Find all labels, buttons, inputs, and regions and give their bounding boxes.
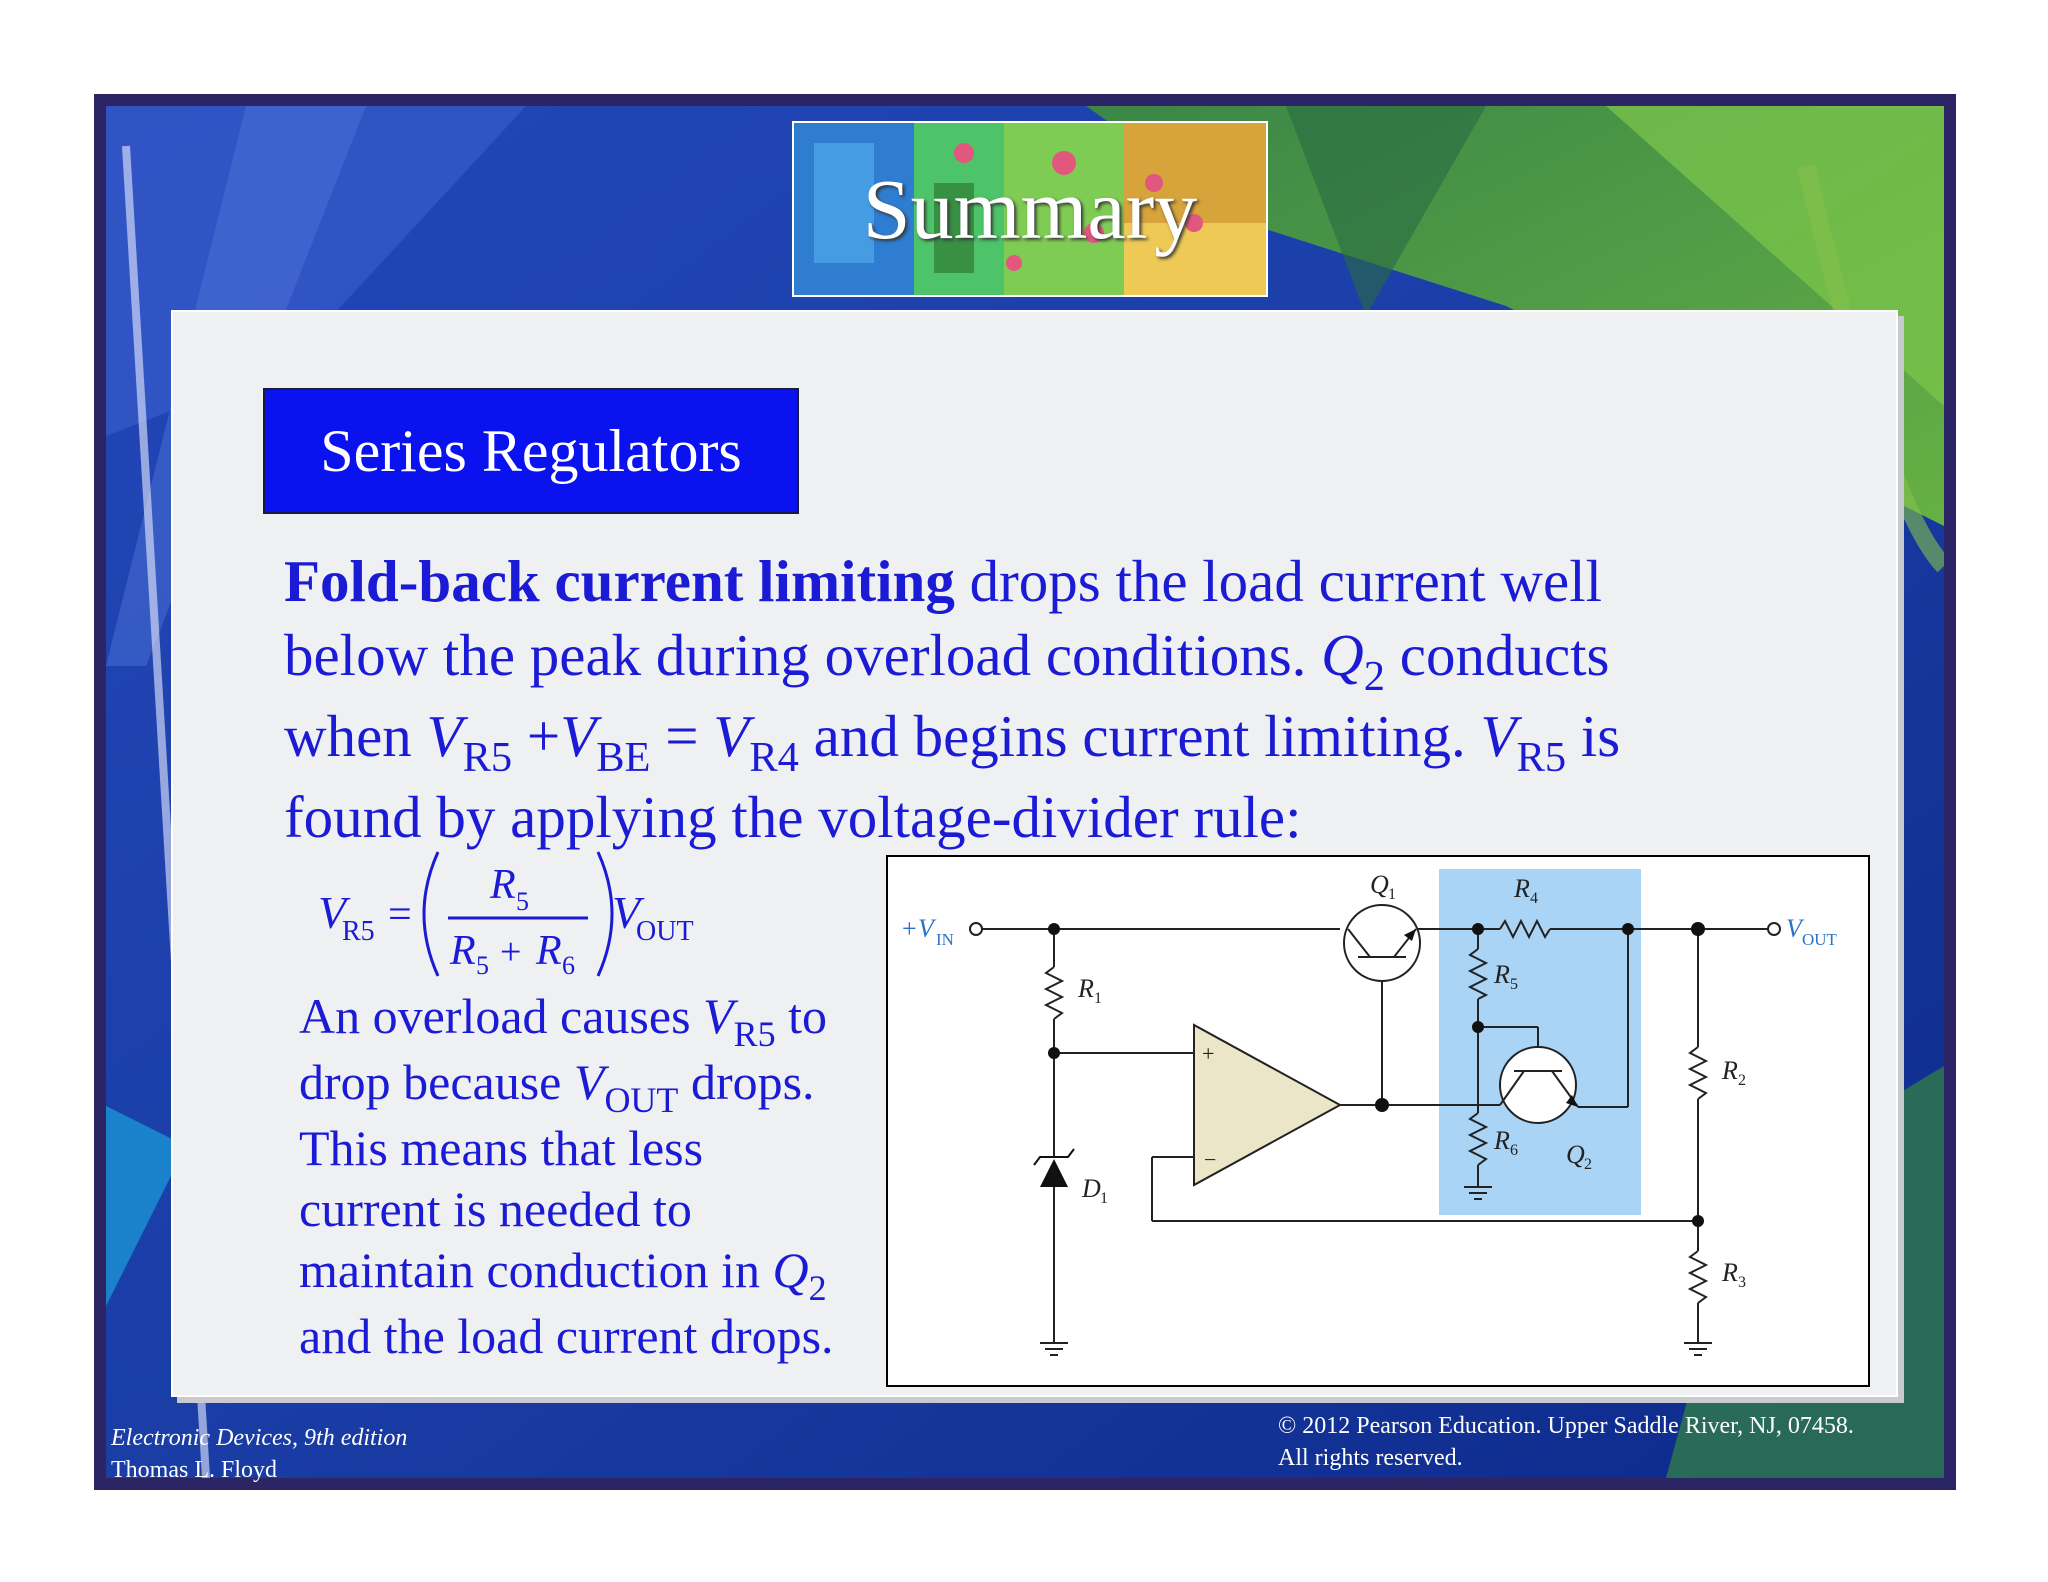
side-line-3: This means that less — [299, 1120, 704, 1176]
d1-sub: 1 — [1100, 1190, 1108, 1207]
r2-resistor — [1690, 1047, 1706, 1099]
r1-label: R — [1078, 974, 1094, 1003]
main-line-2-a: below the peak during overload conditions. — [284, 622, 1322, 688]
main-line-2-b: conducts — [1385, 622, 1610, 688]
q2-label: Q — [1566, 1140, 1585, 1169]
opamp-plus: + — [1202, 1041, 1215, 1066]
main-line-3 — [284, 699, 1704, 780]
v-be-var: V — [560, 703, 597, 769]
right-paren — [598, 852, 612, 976]
formula-den-var2: R — [536, 928, 562, 974]
d1-zener-diode — [1040, 1159, 1068, 1187]
footer-book-info — [111, 1422, 407, 1486]
r4-sub: 4 — [1530, 890, 1538, 907]
side-drop: drop because — [299, 1054, 574, 1110]
side-line-6: and the load current drops. — [299, 1308, 834, 1364]
section-tag: Series Regulators — [263, 388, 799, 514]
r1-sub: 1 — [1094, 990, 1102, 1007]
v-r4-sub: R4 — [749, 733, 799, 781]
left-paren — [424, 852, 438, 976]
footer-copyright-line: © 2012 Pearson Education. Upper Saddle River, NJ, 07458. — [1278, 1413, 1854, 1439]
main-line-3-b: and begins current limiting. — [798, 703, 1481, 769]
q2-var: Q — [1321, 622, 1364, 688]
r2-sub: 2 — [1738, 1072, 1746, 1089]
title-banner — [792, 121, 1268, 297]
q1-transistor — [1344, 905, 1420, 981]
side-line-5-text: maintain conduction in — [299, 1242, 773, 1298]
bold-term: Fold-back current limiting — [284, 548, 955, 614]
plus-sign: + — [512, 703, 561, 769]
v-r4-var: V — [713, 703, 750, 769]
vout-var: V — [1786, 914, 1802, 943]
v-r5-sub-2: R5 — [1516, 733, 1567, 781]
overload-explanation — [299, 986, 859, 1367]
slide-title: Summary — [862, 161, 1198, 257]
r5-sub: 5 — [1510, 976, 1518, 993]
r3-label: R — [1722, 1258, 1738, 1287]
side-line-4: current is needed to — [299, 1181, 692, 1237]
footer-copyright — [1278, 1410, 1854, 1474]
side-to: to — [775, 988, 827, 1044]
voltage-divider-formula — [300, 846, 720, 982]
side-line-1-a: An overload causes — [299, 988, 704, 1044]
vin-plus: + — [902, 914, 917, 943]
side-vout-sub: OUT — [604, 1079, 679, 1120]
formula-lhs-var: V — [318, 887, 347, 938]
d1-label: D — [1082, 1174, 1101, 1203]
side-line-1 — [299, 986, 859, 1052]
vin-terminal — [970, 923, 982, 935]
formula-equals: = — [388, 892, 412, 938]
side-drops: drops. — [678, 1054, 815, 1110]
main-line-2 — [284, 618, 1704, 699]
r5-label: R — [1494, 960, 1510, 989]
main-line-1-rest: drops the load current well — [954, 548, 1602, 614]
footer-book-title: Electronic Devices, 9th edition — [111, 1425, 408, 1451]
main-line-4: found by applying the voltage-divider rule: — [284, 784, 1302, 850]
vout-sub: OUT — [1802, 930, 1837, 949]
q2-sub: 2 — [1584, 1156, 1592, 1173]
r2-label: R — [1722, 1056, 1738, 1085]
v-r5-var: V — [426, 703, 463, 769]
v-r5-sub: R5 — [462, 733, 513, 781]
opamp-minus: − — [1204, 1147, 1217, 1172]
q2-transistor — [1500, 1047, 1576, 1123]
main-paragraph — [284, 544, 1704, 854]
r3-resistor — [1690, 1251, 1706, 1303]
r1-resistor — [1046, 967, 1062, 1019]
foldback-circuit-diagram — [886, 855, 1870, 1387]
q1-label: Q — [1370, 870, 1389, 899]
vout-terminal — [1768, 923, 1780, 935]
v-r5-var-2: V — [1480, 703, 1517, 769]
formula-den-var1: R — [450, 928, 476, 974]
formula-rhs-sub: OUT — [636, 916, 694, 947]
side-v-var: V — [703, 988, 734, 1044]
formula-den-sub1: 5 — [476, 951, 489, 980]
side-line-2 — [299, 1052, 859, 1118]
q2-highlight-region — [1439, 869, 1641, 1215]
side-line-5 — [299, 1240, 859, 1306]
v-be-sub: BE — [596, 733, 651, 781]
when-word: when — [284, 703, 427, 769]
q1-sub: 1 — [1388, 886, 1396, 903]
formula-rhs-var: V — [612, 887, 641, 938]
footer-author: Thomas L. Floyd — [111, 1457, 277, 1483]
r4-label: R — [1514, 874, 1530, 903]
is-word: is — [1566, 703, 1621, 769]
formula-num-var: R — [490, 862, 516, 908]
r6-label: R — [1494, 1126, 1510, 1155]
q2-sub: 2 — [1363, 652, 1386, 700]
vin-sub: IN — [936, 930, 954, 949]
side-q-var: Q — [772, 1242, 809, 1298]
side-r5-sub: R5 — [733, 1013, 776, 1054]
side-q-sub: 2 — [808, 1267, 827, 1308]
vin-var: V — [918, 914, 934, 943]
main-line-1 — [284, 544, 1704, 618]
equals-sign: = — [650, 703, 714, 769]
r6-sub: 6 — [1510, 1142, 1518, 1159]
formula-den-sub2: 6 — [562, 951, 575, 980]
r3-sub: 3 — [1738, 1274, 1746, 1291]
formula-lhs-sub: R5 — [342, 916, 375, 947]
formula-num-sub: 5 — [516, 887, 529, 916]
formula-den-plus: + — [500, 931, 522, 973]
side-vout-var: V — [573, 1054, 605, 1110]
footer-rights-line: All rights reserved. — [1278, 1445, 1463, 1471]
